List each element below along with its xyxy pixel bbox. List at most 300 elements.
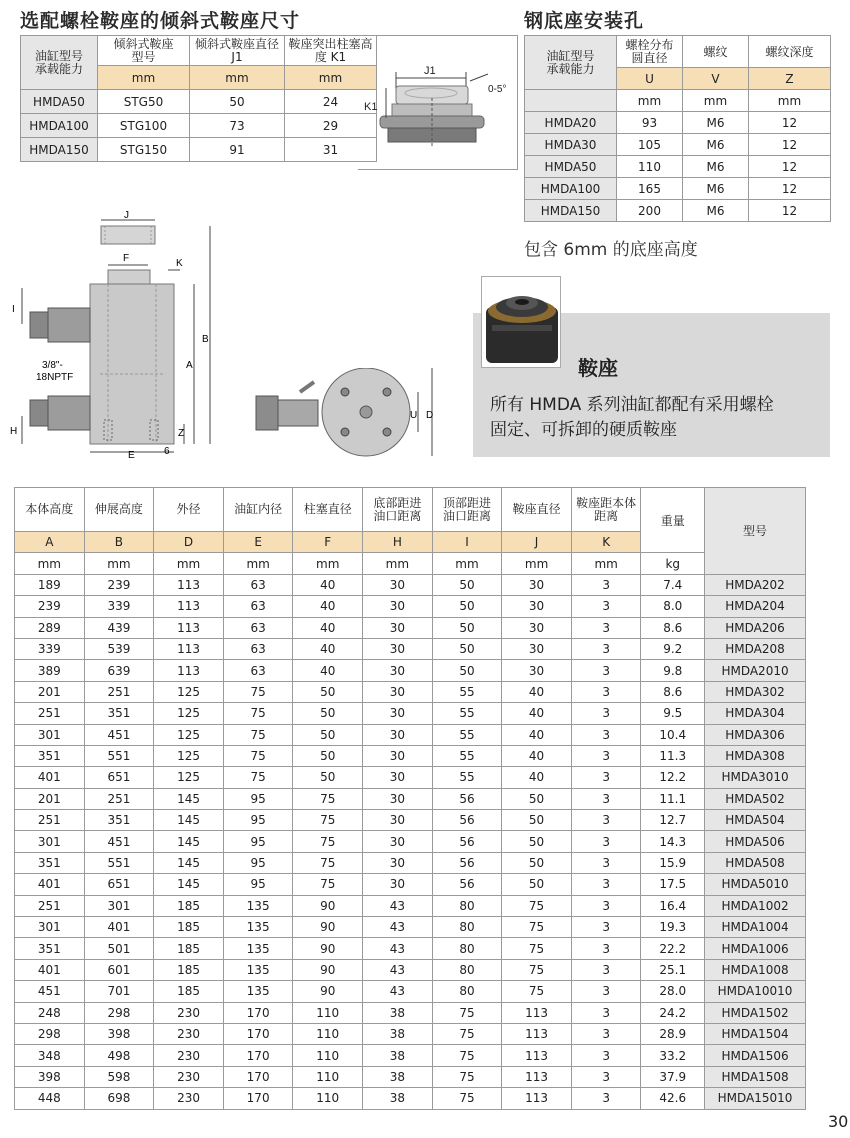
unit-cell: mm [432,553,502,574]
table-cell: 40 [293,660,363,681]
table-cell: 30 [363,831,433,852]
table-cell: 91 [190,138,285,162]
table-cell: 29 [285,114,377,138]
table-row [15,703,806,724]
model-cell: HMDA208 [705,638,806,659]
table-cell: 3 [571,1045,641,1066]
table-cell: 30 [502,617,572,638]
cylinder-bottom-drawing [250,368,450,458]
table-cell: 30 [502,574,572,595]
model-cell: HMDA308 [705,745,806,766]
table-cell: 3 [571,596,641,617]
table-row [15,917,806,938]
model-cell: HMDA202 [705,574,806,595]
model-cell: HMDA1504 [705,1023,806,1044]
table-cell: 90 [293,959,363,980]
table-cell: 28.0 [641,981,705,1002]
table-cell: 551 [84,852,154,873]
table-cell: 451 [84,831,154,852]
table-cell: 30 [502,638,572,659]
table-cell: 201 [15,681,85,702]
letter-cell: V [683,68,749,90]
table-cell: 43 [363,959,433,980]
table-cell: 110 [293,1045,363,1066]
table-cell: 30 [363,574,433,595]
table-cell: 185 [154,938,224,959]
table-row [525,178,831,200]
col-extended-height: 伸展高度 [84,488,154,532]
table-cell: STG150 [98,138,190,162]
table-cell: 80 [432,895,502,916]
table-row [15,745,806,766]
table-cell: 298 [84,1002,154,1023]
table-cell: 339 [15,638,85,659]
unit-cell: mm [285,66,377,90]
table-cell: 7.4 [641,574,705,595]
table-cell: 75 [293,852,363,873]
table-cell: 451 [84,724,154,745]
table-cell: 50 [432,596,502,617]
table-cell: 40 [293,638,363,659]
model-cell: HMDA506 [705,831,806,852]
table-cell: M6 [683,112,749,134]
table-cell: 113 [154,660,224,681]
letter-cell: I [432,532,502,553]
table-cell: M6 [683,156,749,178]
model-cell: HMDA302 [705,681,806,702]
i-label: I [12,304,15,315]
table-cell: 3 [571,660,641,681]
table-cell: 43 [363,981,433,1002]
table-cell: 651 [84,874,154,895]
table-cell: 75 [223,681,293,702]
table-cell: 56 [432,788,502,809]
table-cell: 30 [502,596,572,617]
model-cell: HMDA204 [705,596,806,617]
table-cell: 75 [293,874,363,895]
page-number: 30 [828,1112,849,1131]
table-cell: 289 [15,617,85,638]
table-cell: 113 [154,596,224,617]
table-cell: 113 [502,1088,572,1109]
table-row [15,638,806,659]
f-label: F [123,253,130,264]
unit-cell: mm [293,553,363,574]
model-cell: HMDA304 [705,703,806,724]
table-cell: M6 [683,178,749,200]
table-cell: 50 [293,767,363,788]
model-cell: HMDA50 [525,156,617,178]
table-cell: 401 [15,874,85,895]
tilt-saddle-diagram-frame [358,35,518,170]
table-row [15,660,806,681]
table-cell: 439 [84,617,154,638]
letter-cell: D [154,532,224,553]
model-cell: HMDA306 [705,724,806,745]
model-cell: HMDA502 [705,788,806,809]
table-cell: 73 [190,114,285,138]
table-cell: 113 [154,638,224,659]
saddle-box-text-1: 所有 HMDA 系列油缸都配有采用螺栓 [490,395,774,415]
model-cell: HMDA1506 [705,1045,806,1066]
table-cell: 3 [571,724,641,745]
table-row [525,112,831,134]
table-cell: 3 [571,574,641,595]
table-cell: 239 [15,596,85,617]
table-cell: 75 [293,810,363,831]
table-cell: 56 [432,831,502,852]
table-cell: 40 [502,745,572,766]
j-label: J [124,210,129,221]
table-cell: 55 [432,745,502,766]
table-cell: 40 [502,703,572,724]
table-cell: 110 [293,1088,363,1109]
table-row [15,574,806,595]
unit-cell: mm [571,553,641,574]
model-cell: HMDA100 [525,178,617,200]
table-cell: 448 [15,1088,85,1109]
table-cell: 38 [363,1066,433,1087]
table-cell: 40 [502,681,572,702]
letter-cell: Z [749,68,831,90]
table-row [15,596,806,617]
table-cell: 301 [84,895,154,916]
table-cell: 351 [84,810,154,831]
base-col-thread: 螺纹 [683,36,749,68]
unit-cell: mm [749,90,831,112]
base-table [524,35,831,222]
table-cell: 43 [363,938,433,959]
table-cell: 170 [223,1023,293,1044]
saddle-box-text-2: 固定、可拆卸的硬质鞍座 [490,420,677,440]
table-cell: 33.2 [641,1045,705,1066]
table-cell: 80 [432,981,502,1002]
table-cell: 3 [571,681,641,702]
table-cell: 22.2 [641,938,705,959]
table-cell: 230 [154,1045,224,1066]
base-col-model: 油缸型号 承载能力 [525,36,617,90]
table-cell: 145 [154,788,224,809]
table-row [15,810,806,831]
table-cell: 110 [617,156,683,178]
letter-cell: J [502,532,572,553]
table-cell: 17.5 [641,874,705,895]
u-label: U [410,410,418,421]
table-row [15,1088,806,1109]
table-cell: 3 [571,874,641,895]
table-cell: 75 [223,745,293,766]
table-cell: 14.3 [641,831,705,852]
table-cell: 125 [154,767,224,788]
table-cell: 170 [223,1088,293,1109]
table-cell: 125 [154,681,224,702]
table-cell: 95 [223,810,293,831]
table-cell: 90 [293,917,363,938]
port-label-2: 18NPTF [36,372,74,383]
table-cell: 348 [15,1045,85,1066]
table-cell: 56 [432,852,502,873]
table-cell: 55 [432,767,502,788]
table-cell: 230 [154,1066,224,1087]
col-saddle-to-body: 鞍座距本体 距离 [571,488,641,532]
table-cell: 165 [617,178,683,200]
model-cell: HMDA1002 [705,895,806,916]
table-cell: 30 [363,745,433,766]
letter-cell: A [15,532,85,553]
table-cell: 12 [749,178,831,200]
table-cell: 298 [15,1023,85,1044]
table-cell: 3 [571,788,641,809]
model-cell: HMDA5010 [705,874,806,895]
table-cell: 40 [502,767,572,788]
letter-cell: H [363,532,433,553]
col-saddle-diameter: 鞍座直径 [502,488,572,532]
table-cell: 3 [571,638,641,659]
table-cell: 43 [363,917,433,938]
letter-cell: E [223,532,293,553]
table-cell: 50 [293,745,363,766]
table-cell: 185 [154,959,224,980]
table-cell: 43 [363,895,433,916]
table-cell: 50 [502,874,572,895]
table-cell: 701 [84,981,154,1002]
table-cell: 113 [154,574,224,595]
table-cell: 251 [15,703,85,724]
table-row [15,1023,806,1044]
table-cell: 24.2 [641,1002,705,1023]
table-cell: 12.2 [641,767,705,788]
table-cell: 38 [363,1088,433,1109]
table-cell: 75 [223,703,293,724]
j1-label: J1 [424,65,436,77]
table-row [15,895,806,916]
table-cell: 75 [293,788,363,809]
col-bottom-to-port: 底部距进 油口距离 [363,488,433,532]
table-cell: 50 [432,617,502,638]
table-cell: 9.5 [641,703,705,724]
letter-cell: F [293,532,363,553]
base-col-diameter: 螺栓分布 圆直径 [617,36,683,68]
table-cell: 75 [223,767,293,788]
table-cell: 3 [571,617,641,638]
model-cell: HMDA150 [525,200,617,222]
table-cell: 248 [15,1002,85,1023]
saddle-col-type: 倾斜式鞍座 型号 [98,36,190,66]
table-cell: 50 [432,574,502,595]
table-cell: 40 [293,596,363,617]
table-cell: 90 [293,895,363,916]
table-cell: 401 [84,917,154,938]
table-cell: 170 [223,1002,293,1023]
table-cell: 31 [285,138,377,162]
h-label: H [10,426,18,437]
table-cell: 339 [84,596,154,617]
unit-cell: kg [641,553,705,574]
table-cell: 110 [293,1066,363,1087]
unit-cell: mm [15,553,85,574]
table-cell: 230 [154,1023,224,1044]
table-row [15,681,806,702]
table-cell: 75 [432,1045,502,1066]
table-cell: 698 [84,1088,154,1109]
table-cell: 105 [617,134,683,156]
table-cell: 301 [15,831,85,852]
base-height-note: 包含 6mm 的底座高度 [524,240,698,260]
table-row [21,114,377,138]
table-cell: 3 [571,917,641,938]
base-section-title: 钢底座安装孔 [524,10,645,32]
letter-cell: K [571,532,641,553]
table-cell: 9.8 [641,660,705,681]
table-cell: 230 [154,1088,224,1109]
table-cell: 110 [293,1002,363,1023]
table-cell: 125 [154,745,224,766]
col-body-height: 本体高度 [15,488,85,532]
table-cell: 185 [154,895,224,916]
table-cell: 3 [571,831,641,852]
col-weight: 重量 [641,488,705,553]
table-cell: 56 [432,810,502,831]
model-cell: HMDA50 [21,90,98,114]
saddle-box-title: 鞍座 [578,356,618,380]
table-cell: 189 [15,574,85,595]
table-cell: 125 [154,724,224,745]
table-cell: 75 [502,938,572,959]
angle-label: 0-5° [488,84,507,95]
unit-cell: mm [683,90,749,112]
table-row [15,788,806,809]
col-bore: 油缸内径 [223,488,293,532]
table-cell: 251 [15,810,85,831]
model-cell: HMDA1008 [705,959,806,980]
model-cell: HMDA206 [705,617,806,638]
saddle-col-k1: 鞍座突出柱塞高 度 K1 [285,36,377,66]
table-cell: 80 [432,938,502,959]
table-cell: 145 [154,810,224,831]
table-cell: 3 [571,767,641,788]
port-label-1: 3/8"- [42,360,63,371]
table-cell: 50 [502,788,572,809]
col-model: 型号 [705,488,806,575]
table-cell: 451 [15,981,85,1002]
table-cell: 75 [502,895,572,916]
unit-cell: mm [617,90,683,112]
e-label: E [128,450,135,458]
table-cell: 3 [571,703,641,724]
table-cell: 90 [293,981,363,1002]
table-row [525,156,831,178]
table-cell: 185 [154,981,224,1002]
table-cell: 10.4 [641,724,705,745]
table-cell: 30 [363,660,433,681]
table-cell: 75 [223,724,293,745]
table-row [525,200,831,222]
model-cell: HMDA504 [705,810,806,831]
table-cell: 351 [84,703,154,724]
d-label: D [426,410,434,421]
unit-cell: mm [98,66,190,90]
table-cell: 30 [363,874,433,895]
table-cell: 50 [432,660,502,681]
cylinder-side-drawing [8,208,228,458]
table-cell: 170 [223,1045,293,1066]
saddle-col-j1: 倾斜式鞍座直径 J1 [190,36,285,66]
table-cell: 95 [223,831,293,852]
saddle-section-title: 选配螺栓鞍座的倾斜式鞍座尺寸 [20,10,301,32]
table-cell: 30 [363,724,433,745]
table-cell: 170 [223,1066,293,1087]
table-cell: 501 [84,938,154,959]
table-cell: 3 [571,1002,641,1023]
table-cell: 50 [502,831,572,852]
table-cell: 135 [223,917,293,938]
table-cell: 28.9 [641,1023,705,1044]
table-cell: 401 [15,767,85,788]
unit-cell: mm [502,553,572,574]
table-cell: 9.2 [641,638,705,659]
table-row [525,134,831,156]
table-cell: 113 [502,1023,572,1044]
table-cell: 351 [15,938,85,959]
table-cell: 12 [749,134,831,156]
table-cell: 135 [223,981,293,1002]
table-row [15,831,806,852]
table-cell: 80 [432,917,502,938]
table-cell: 90 [293,938,363,959]
main-spec-table [14,487,806,1110]
table-cell: 95 [223,788,293,809]
table-cell: 351 [15,745,85,766]
table-cell: 50 [502,810,572,831]
col-plunger-diameter: 柱塞直径 [293,488,363,532]
table-cell: 12 [749,200,831,222]
table-cell: 15.9 [641,852,705,873]
model-cell: HMDA3010 [705,767,806,788]
table-cell: 3 [571,1066,641,1087]
table-cell: 38 [363,1045,433,1066]
table-cell: 3 [571,810,641,831]
table-cell: 55 [432,724,502,745]
table-cell: 3 [571,1088,641,1109]
table-cell: 110 [293,1023,363,1044]
table-cell: 3 [571,745,641,766]
table-cell: 3 [571,981,641,1002]
table-cell: 38 [363,1023,433,1044]
table-cell: 30 [502,660,572,681]
table-cell: 42.6 [641,1088,705,1109]
table-cell: 401 [15,959,85,980]
table-row [15,767,806,788]
table-cell: STG100 [98,114,190,138]
table-cell: 3 [571,852,641,873]
model-cell: HMDA100 [21,114,98,138]
b-label: B [202,334,209,345]
model-cell: HMDA20 [525,112,617,134]
table-cell: 75 [432,1088,502,1109]
model-cell: HMDA150 [21,138,98,162]
table-cell: 135 [223,938,293,959]
table-cell: 3 [571,938,641,959]
table-row [21,138,377,162]
table-cell: 80 [432,959,502,980]
table-cell: 19.3 [641,917,705,938]
table-cell: 50 [190,90,285,114]
table-cell: 601 [84,959,154,980]
table-cell: 113 [502,1066,572,1087]
table-cell: 3 [571,1023,641,1044]
table-row [15,617,806,638]
table-cell: 113 [502,1045,572,1066]
